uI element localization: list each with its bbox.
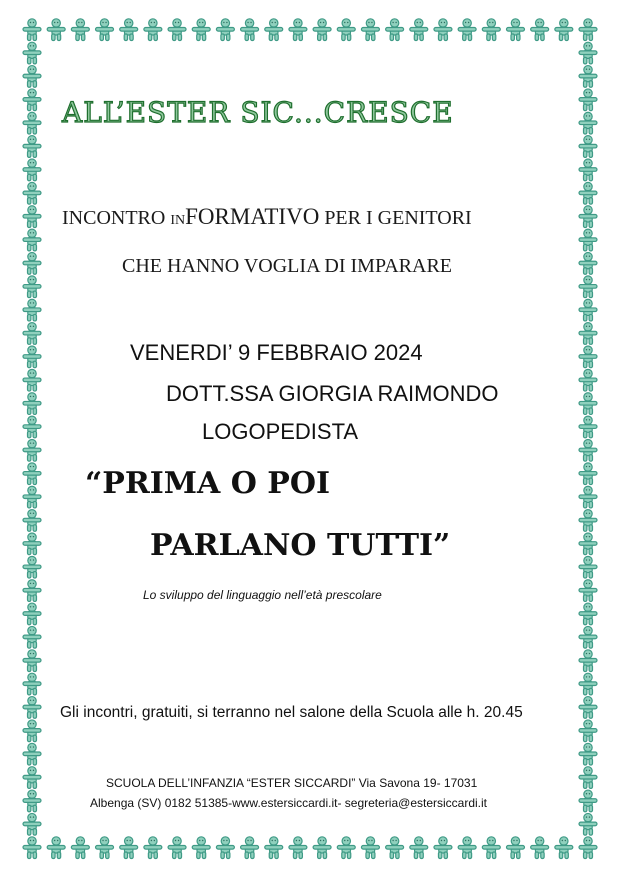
gingerbread-figure-icon [579, 813, 597, 835]
gingerbread-figure-icon [71, 19, 89, 41]
gingerbread-figure-icon [579, 323, 597, 345]
gingerbread-figure-icon [579, 463, 597, 485]
gingerbread-figure-icon [482, 19, 500, 41]
gingerbread-figure-icon [531, 837, 549, 859]
gingerbread-figure-icon [579, 253, 597, 275]
gingerbread-figure-icon [579, 159, 597, 181]
gingerbread-figure-icon [144, 19, 162, 41]
gingerbread-figure-icon [47, 837, 65, 859]
gingerbread-figure-icon [579, 486, 597, 508]
gingerbread-figure-icon [23, 486, 41, 508]
footer-line-2: Albenga (SV) 0182 51385-www.estersiccardi.it- segreteria@estersiccardi.it [90, 796, 488, 810]
gingerbread-figure-icon [579, 66, 597, 88]
gingerbread-figure-icon [23, 720, 41, 742]
event-description: Lo sviluppo del linguaggio nell’età prescolare [143, 588, 382, 602]
gingerbread-figure-icon [96, 837, 114, 859]
gingerbread-figure-icon [579, 346, 597, 368]
gingerbread-figure-icon [579, 229, 597, 251]
gingerbread-figure-icon [579, 393, 597, 415]
quote-line-2: PARLANO TUTTI” [150, 528, 451, 563]
gingerbread-figure-icon [23, 650, 41, 672]
gingerbread-figure-icon [289, 837, 307, 859]
gingerbread-figure-icon [120, 837, 138, 859]
gingerbread-figure-icon [241, 19, 259, 41]
gingerbread-figure-icon [23, 276, 41, 298]
event-speaker: DOTT.SSA GIORGIA RAIMONDO [166, 381, 499, 406]
gingerbread-figure-icon [144, 837, 162, 859]
gingerbread-figure-icon [23, 66, 41, 88]
gingerbread-figure-icon [23, 112, 41, 134]
gingerbread-figure-icon [23, 697, 41, 719]
gingerbread-figure-icon [506, 837, 524, 859]
gingerbread-figure-icon [579, 510, 597, 532]
gingerbread-figure-icon [289, 19, 307, 41]
gingerbread-figure-icon [168, 19, 186, 41]
gingerbread-figure-icon [23, 580, 41, 602]
gingerbread-figure-icon [555, 837, 573, 859]
gingerbread-figure-icon [23, 556, 41, 578]
gingerbread-figure-icon [579, 580, 597, 602]
gingerbread-figure-icon [23, 136, 41, 158]
gingerbread-figure-icon [23, 790, 41, 812]
gingerbread-figure-icon [386, 837, 404, 859]
gingerbread-figure-icon [265, 837, 283, 859]
gingerbread-figure-icon [579, 416, 597, 438]
gingerbread-figure-icon [23, 346, 41, 368]
gingerbread-figure-icon [579, 89, 597, 111]
gingerbread-figure-icon [579, 673, 597, 695]
gingerbread-figure-icon [23, 299, 41, 321]
gingerbread-figure-icon [71, 837, 89, 859]
gingerbread-figure-icon [23, 19, 41, 41]
gingerbread-figure-icon [23, 463, 41, 485]
gingerbread-figure-icon [579, 439, 597, 461]
gingerbread-figure-icon [579, 603, 597, 625]
gingerbread-figure-icon [23, 439, 41, 461]
gingerbread-figure-icon [23, 206, 41, 228]
gingerbread-figure-icon [579, 533, 597, 555]
gingerbread-figure-icon [579, 650, 597, 672]
gingerbread-figure-icon [192, 837, 210, 859]
gingerbread-figure-icon [579, 136, 597, 158]
gingerbread-figure-icon [120, 19, 138, 41]
gingerbread-figure-icon [579, 206, 597, 228]
gingerbread-figure-icon [313, 837, 331, 859]
gingerbread-figure-icon [410, 19, 428, 41]
gingerbread-figure-icon [579, 276, 597, 298]
gingerbread-figure-icon [23, 182, 41, 204]
event-info: Gli incontri, gratuiti, si terranno nel salone della Scuola alle h. 20.45 [60, 704, 523, 721]
subtitle-line-1 [62, 204, 472, 230]
gingerbread-figure-icon [23, 416, 41, 438]
gingerbread-figure-icon [458, 837, 476, 859]
gingerbread-figure-icon [386, 19, 404, 41]
gingerbread-figure-icon [23, 510, 41, 532]
gingerbread-figure-icon [313, 19, 331, 41]
gingerbread-figure-icon [458, 19, 476, 41]
gingerbread-figure-icon [23, 323, 41, 345]
gingerbread-figure-icon [361, 19, 379, 41]
gingerbread-figure-icon [47, 19, 65, 41]
gingerbread-figure-icon [434, 19, 452, 41]
gingerbread-figure-icon [579, 369, 597, 391]
gingerbread-figure-icon [579, 112, 597, 134]
gingerbread-figure-icon [23, 767, 41, 789]
gingerbread-figure-icon [216, 837, 234, 859]
gingerbread-figure-icon [579, 556, 597, 578]
gingerbread-figure-icon [579, 790, 597, 812]
gingerbread-figure-icon [241, 837, 259, 859]
event-date: VENERDI’ 9 FEBBRAIO 2024 [130, 340, 423, 365]
subtitle-part-a: INCONTRO [62, 207, 171, 229]
gingerbread-figure-icon [23, 626, 41, 648]
subtitle-line-2: CHE HANNO VOGLIA DI IMPARARE [122, 255, 453, 277]
gingerbread-figure-icon [23, 813, 41, 835]
gingerbread-figure-icon [579, 767, 597, 789]
subtitle-part-c: FORMATIVO [185, 204, 320, 229]
gingerbread-figure-icon [192, 19, 210, 41]
quote-line-1: “PRIMA O POI [85, 466, 331, 501]
gingerbread-figure-icon [168, 837, 186, 859]
gingerbread-figure-icon [23, 89, 41, 111]
gingerbread-figure-icon [434, 837, 452, 859]
gingerbread-figure-icon [23, 369, 41, 391]
gingerbread-figure-icon [23, 837, 41, 859]
gingerbread-figure-icon [579, 626, 597, 648]
gingerbread-figure-icon [23, 42, 41, 64]
gingerbread-figure-icon [337, 837, 355, 859]
gingerbread-figure-icon [361, 837, 379, 859]
gingerbread-figure-icon [216, 19, 234, 41]
gingerbread-figure-icon [579, 697, 597, 719]
gingerbread-figure-icon [23, 393, 41, 415]
footer-line-1: SCUOLA DELL’INFANZIA “ESTER SICCARDI” Via Savona 19- 17031 [106, 776, 478, 790]
gingerbread-figure-icon [579, 720, 597, 742]
gingerbread-figure-icon [482, 837, 500, 859]
gingerbread-figure-icon [579, 743, 597, 765]
gingerbread-figure-icon [265, 19, 283, 41]
gingerbread-figure-icon [96, 19, 114, 41]
flyer-title: ALL’ESTER SIC...CRESCE [62, 96, 454, 129]
gingerbread-figure-icon [23, 253, 41, 275]
gingerbread-figure-icon [579, 182, 597, 204]
gingerbread-figure-icon [337, 19, 355, 41]
gingerbread-figure-icon [410, 837, 428, 859]
subtitle-part-d: PER I GENITORI [319, 207, 472, 229]
gingerbread-figure-icon [555, 19, 573, 41]
gingerbread-figure-icon [579, 299, 597, 321]
gingerbread-figure-icon [579, 837, 597, 859]
gingerbread-figure-icon [579, 19, 597, 41]
gingerbread-figure-icon [23, 603, 41, 625]
gingerbread-figure-icon [531, 19, 549, 41]
event-speaker-role: LOGOPEDISTA [202, 419, 359, 444]
gingerbread-figure-icon [23, 743, 41, 765]
gingerbread-figure-icon [23, 673, 41, 695]
gingerbread-figure-icon [23, 159, 41, 181]
subtitle-part-b: IN [170, 213, 186, 228]
gingerbread-figure-icon [23, 229, 41, 251]
gingerbread-figure-icon [579, 42, 597, 64]
gingerbread-figure-icon [23, 533, 41, 555]
gingerbread-figure-icon [506, 19, 524, 41]
